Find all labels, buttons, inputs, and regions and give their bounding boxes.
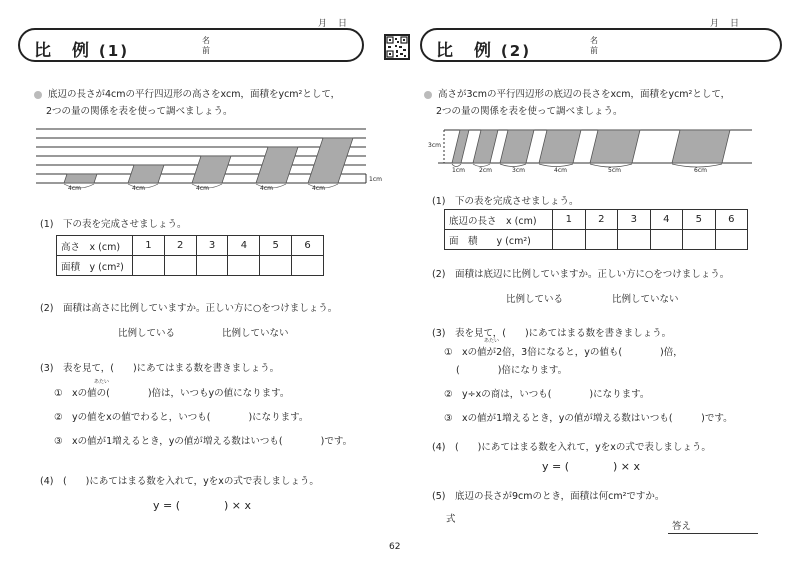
answer-cell[interactable]: [196, 256, 228, 276]
table: [56, 235, 324, 276]
answer-cell[interactable]: [228, 256, 260, 276]
parallelogram-shape: [64, 174, 97, 183]
answer-line[interactable]: [668, 533, 758, 534]
answer-cell[interactable]: [585, 230, 618, 250]
base-label: 6cm: [694, 167, 707, 174]
question-3: (3) 表を見て，( )にあてはまる数を書きましょう。: [432, 328, 672, 339]
table-cell: 2: [585, 210, 618, 230]
base-label: 4cm: [260, 185, 273, 192]
choice-not-proportional[interactable]: 比例していない: [222, 328, 289, 339]
answer-cell[interactable]: [260, 256, 292, 276]
parallelogram-shape: [539, 130, 581, 163]
base-label: 4cm: [68, 185, 81, 192]
answer-cell[interactable]: [618, 230, 651, 250]
answer-label: 答え: [672, 521, 692, 532]
table-header: 面積 y (cm²): [57, 256, 133, 276]
question-3-1: ① xの値が2倍，3倍になると，yの値も( )倍，: [444, 347, 683, 358]
base-label: 5cm: [608, 167, 621, 174]
question-2: (2) 面積は底辺に比例していますか。正しい方に○をつけましょう。: [432, 269, 730, 280]
question-3-2: ② y÷xの商は，いつも( )になります。: [444, 389, 650, 400]
parallelogram-shape: [672, 130, 730, 163]
question-2: (2) 面積は高さに比例していますか。正しい方に○をつけましょう。: [40, 303, 338, 314]
base-label: 4cm: [196, 185, 209, 192]
question-4: (4) ( )にあてはまる数を入れて，yをxの式で表しましょう。: [432, 442, 711, 453]
table-cell: 1: [133, 236, 165, 256]
parallelogram-shape: [256, 147, 298, 183]
table-cell: 3: [618, 210, 651, 230]
page-title: 比 例 (1): [34, 41, 130, 61]
base-label: 4cm: [312, 185, 325, 192]
parallelogram-shape: [452, 130, 469, 163]
intro-line-1: 底辺の長さが4cmの平行四辺形の高さをxcm，面積をycm²として，: [34, 86, 340, 100]
choice-not-proportional[interactable]: 比例していない: [612, 294, 679, 305]
table-cell: 1: [553, 210, 586, 230]
parallelogram-shape: [128, 165, 164, 183]
choice-proportional[interactable]: 比例している: [506, 294, 564, 305]
table-cell: 2: [164, 236, 196, 256]
qr-code-icon[interactable]: [384, 34, 410, 60]
question-3-3: ③ xの値が1増えるとき，yの値が増える数はいつも( )です。: [444, 413, 733, 424]
table-header: 高さ x (cm): [57, 236, 133, 256]
question-5: (5) 底辺の長さが9cmのとき，面積は何cm²ですか。: [432, 491, 665, 502]
intro-line-1: 高さが3cmの平行四辺形の底辺の長さをxcm，面積をycm²として，: [424, 86, 730, 100]
ruby-text: あたい: [484, 338, 500, 344]
question-3-3: ③ xの値が1増えるとき，yの値が増える数はいつも( )です。: [54, 436, 353, 447]
formula: y = ( ) × x: [153, 499, 252, 512]
height-label: 3cm: [428, 142, 441, 149]
question-3-2: ② yの値をxの値でわると，いつも( )になります。: [54, 412, 309, 423]
table-header: 面 積 y (cm²): [445, 230, 553, 250]
answer-cell[interactable]: [133, 256, 165, 276]
base-label: 4cm: [554, 167, 567, 174]
title-box: [420, 28, 782, 62]
table-cell: 4: [228, 236, 260, 256]
table-cell: 6: [292, 236, 324, 256]
intro-line-2: 2つの量の関係を表を使って調べましょう。: [46, 106, 233, 117]
table-cell: 5: [260, 236, 292, 256]
parallelogram-shape: [473, 130, 498, 163]
page-number: 62: [389, 542, 401, 552]
date-label: 月 日: [318, 19, 349, 29]
answer-cell[interactable]: [650, 230, 683, 250]
page-title: 比 例 (2): [436, 41, 532, 61]
intro-line-2: 2つの量の関係を表を使って調べましょう。: [436, 106, 623, 117]
answer-cell[interactable]: [553, 230, 586, 250]
question-1: (1) 下の表を完成させましょう。: [40, 219, 187, 230]
parallelogram-shape: [308, 138, 353, 183]
date-label: 月 日: [710, 19, 741, 29]
ruby-text: あたい: [94, 379, 110, 385]
formula: y = ( ) × x: [542, 460, 641, 473]
title-box: [18, 28, 364, 62]
parallelogram-shape: [500, 130, 534, 163]
question-3: (3) 表を見て，( )にあてはまる数を書きましょう。: [40, 363, 280, 374]
name-label: 名 前: [590, 36, 598, 55]
table-cell: 5: [683, 210, 716, 230]
bullet-icon: [34, 91, 42, 99]
base-label: 2cm: [479, 167, 492, 174]
table-header: 底辺の長さ x (cm): [445, 210, 553, 230]
question-4: (4) ( )にあてはまる数を入れて，yをxの式で表しましょう。: [40, 476, 319, 487]
bullet-icon: [424, 91, 432, 99]
base-label: 1cm: [452, 167, 465, 174]
question-3-1: ① xの値の( )倍は，いつもyの値になります。: [54, 388, 290, 399]
unit-label: 1cm: [369, 176, 382, 183]
answer-cell[interactable]: [164, 256, 196, 276]
name-label: 名 前: [202, 36, 210, 55]
table-cell: 3: [196, 236, 228, 256]
base-label: 4cm: [132, 185, 145, 192]
answer-cell[interactable]: [683, 230, 716, 250]
table: [444, 209, 748, 250]
parallelogram-shape: [192, 156, 231, 183]
table-cell: 4: [650, 210, 683, 230]
formula-label: 式: [446, 514, 456, 525]
choice-proportional[interactable]: 比例している: [118, 328, 176, 339]
base-label: 3cm: [512, 167, 525, 174]
table-cell: 6: [715, 210, 748, 230]
answer-cell[interactable]: [292, 256, 324, 276]
answer-cell[interactable]: [715, 230, 748, 250]
question-3-1-cont: ( )倍になります。: [456, 365, 568, 376]
parallelogram-shape: [590, 130, 640, 163]
question-1: (1) 下の表を完成させましょう。: [432, 196, 579, 207]
